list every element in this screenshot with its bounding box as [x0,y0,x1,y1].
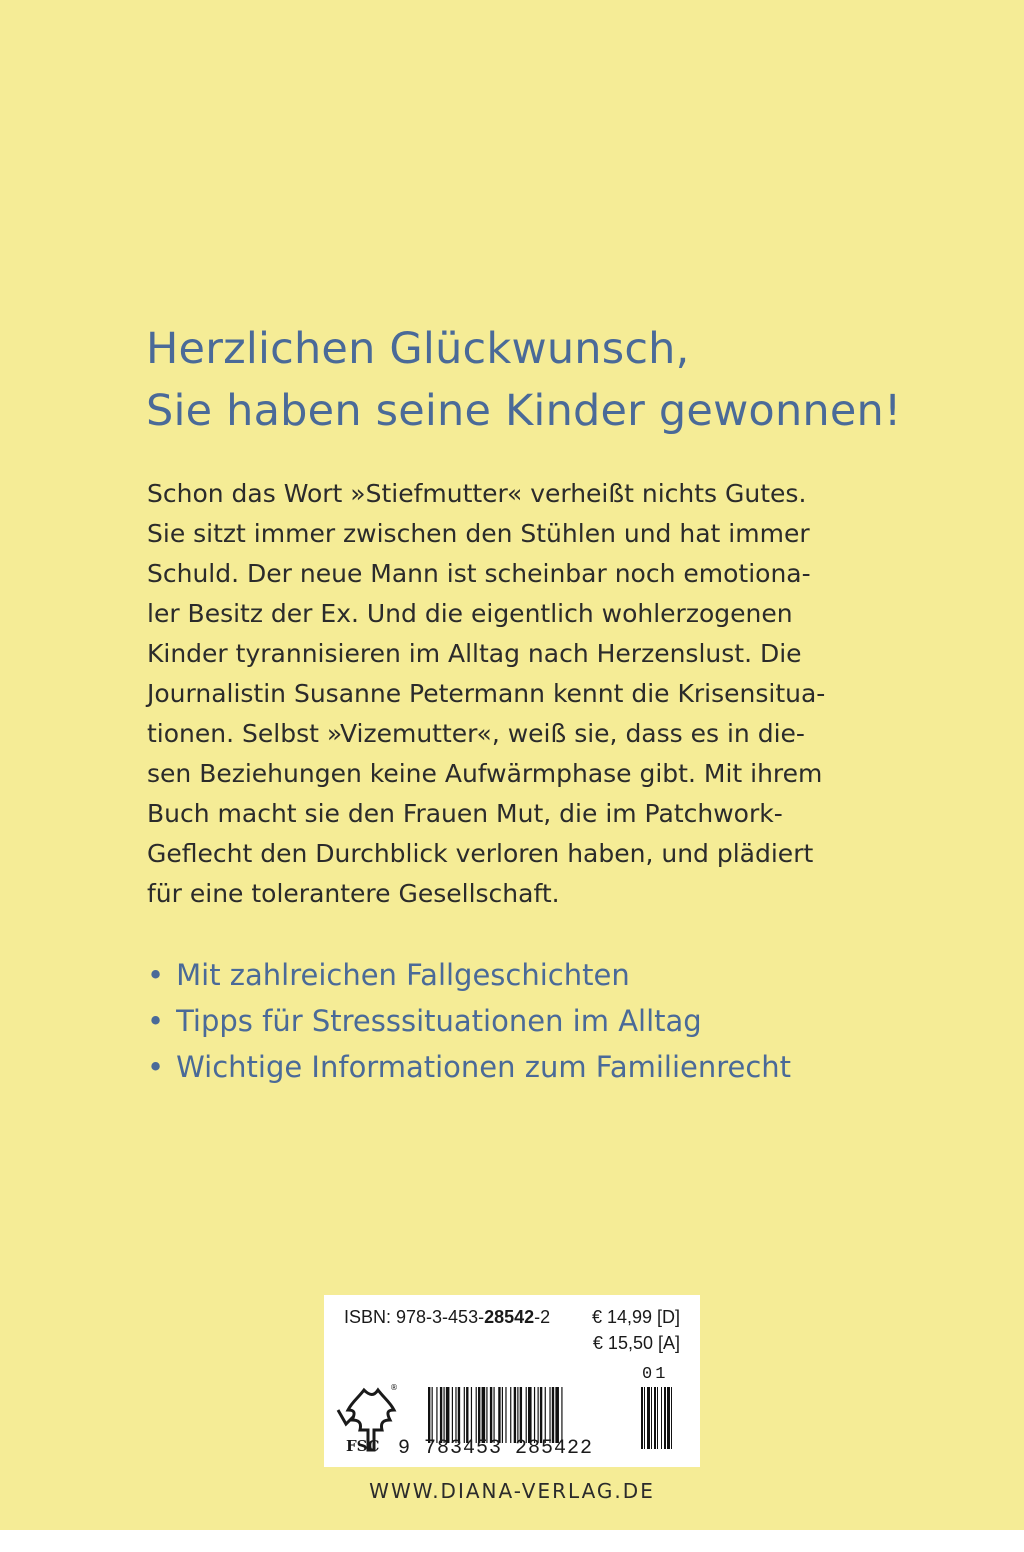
barcode-addon-icon [641,1387,685,1449]
blurb-line: sen Beziehungen keine Aufwärmphase gibt. Mit ihrem [147,759,823,788]
bullet-icon: • [147,1050,165,1084]
barcode-bar [505,1387,506,1443]
barcode-bar [443,1387,444,1443]
blurb-line: Schuld. Der neue Mann ist scheinbar noch emotiona- [147,559,811,588]
barcode-bar [490,1387,492,1443]
barcode-bar [464,1387,465,1443]
headline-line-1: Herzlichen Glückwunsch, [146,324,690,374]
blurb-line: Geflecht den Durchblick verloren haben, und plädiert [147,839,814,868]
headline-line-2: Sie haben seine Kinder gewonnen! [146,386,902,436]
bullet-icon: • [147,1004,165,1038]
barcode-addon-bar [661,1387,662,1449]
barcode-bar [498,1387,500,1443]
isbn-prefix: ISBN: 978-3-453- [344,1307,485,1327]
barcode-bar [446,1387,450,1443]
barcode-bar [502,1387,503,1443]
barcode-addon-bar [657,1387,658,1449]
barcode-bar [452,1387,453,1443]
barcode-addon-bar [654,1387,656,1449]
barcode-addon-bar [647,1387,650,1449]
price-austria: € 15,50 [A] [592,1333,680,1353]
blurb-line: für eine tolerantere Gesellschaft. [147,879,560,908]
feature-item [147,998,791,1044]
barcode-addon-code: 01 [642,1365,669,1384]
barcode-bar [514,1387,516,1443]
blurb-line: Sie sitzt immer zwischen den Stühlen und hat immer [147,519,810,548]
barcode-addon-bar [664,1387,666,1449]
barcode-addon-bar [641,1387,643,1449]
barcode-addon-bar [651,1387,652,1449]
feature-item [147,952,791,998]
isbn-suffix: -2 [534,1307,551,1327]
barcode-bar [436,1387,437,1443]
barcode-addon-bar [667,1387,670,1449]
blurb-line: Buch macht sie den Frauen Mut, die im Patchwork- [147,799,783,828]
isbn-barcode-box [324,1295,700,1467]
feature-text: Mit zahlreichen Fallgeschichten [176,958,630,992]
feature-text: Tipps für Stresssituationen im Alltag [176,1004,702,1038]
feature-text: Wichtige Informationen zum Familienrecht [176,1050,792,1084]
isbn-bold-part: 28542 [484,1307,535,1327]
blurb-line: tionen. Selbst »Vizemutter«, weiß sie, dass es in die- [147,719,805,748]
barcode-bar [517,1387,518,1443]
barcode-bar [561,1387,562,1443]
barcode-bar [552,1387,554,1443]
bullet-icon: • [147,958,165,992]
barcode-bar [549,1387,550,1443]
barcode-bar [526,1387,527,1443]
barcode-bar [432,1387,433,1443]
barcode-bar [476,1387,477,1443]
blurb-line: Schon das Wort »Stiefmutter« verheißt nichts Gutes. [147,479,807,508]
barcode-bar [455,1387,456,1443]
blurb-text [147,474,887,914]
barcode-bar [528,1387,532,1443]
blurb-line: ler Besitz der Ex. Und die eigentlich wohlerzogenen [147,599,793,628]
feature-item [147,1044,791,1090]
barcode-bar [540,1387,542,1443]
publisher-website: WWW.DIANA-VERLAG.DE [369,1479,655,1503]
barcode-bar [520,1387,522,1443]
barcode-addon-bar [671,1387,672,1449]
headline [146,318,1006,442]
barcode-bar [478,1387,480,1443]
barcode-bar [545,1387,546,1443]
barcode-bar [458,1387,460,1443]
blurb-line: Kinder tyrannisieren im Alltag nach Herzenslust. Die [147,639,802,668]
barcode-addon-bar [644,1387,645,1449]
barcode-bar [428,1387,430,1443]
barcode-bar [534,1387,535,1443]
barcode-bar [493,1387,494,1443]
fsc-label: FSC [346,1437,380,1455]
barcode-bar [486,1387,487,1443]
barcode-digits: 9 783453 285422 [398,1437,594,1460]
blurb-line: Journalistin Susanne Petermann kennt die Krisensitua- [147,679,826,708]
barcode-bar [510,1387,511,1443]
barcode-bar [555,1387,559,1443]
barcode-bar [482,1387,486,1443]
registered-mark: ® [390,1383,398,1392]
isbn-number [344,1307,550,1328]
barcode-bar [538,1387,539,1443]
feature-list [147,952,791,1090]
barcode-bar [440,1387,442,1443]
barcode-bar [466,1387,468,1443]
price-germany: € 14,99 [D] [591,1307,680,1327]
barcode-bar [471,1387,472,1443]
